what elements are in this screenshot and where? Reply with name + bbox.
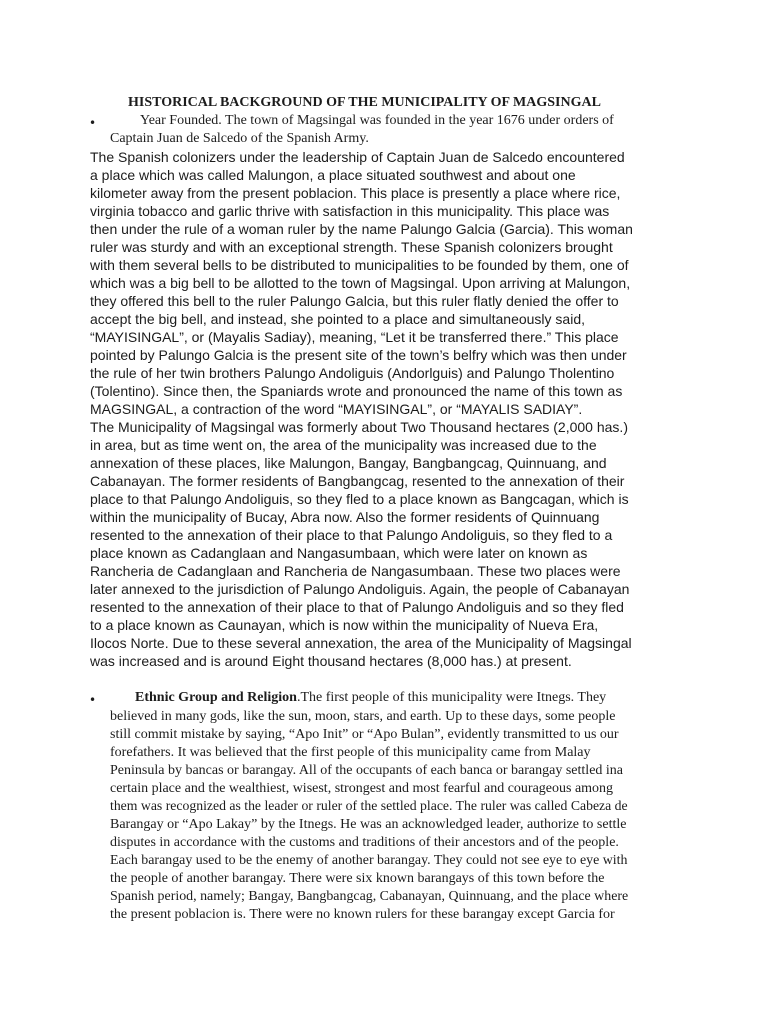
body-line: later annexed to the jurisdiction of Palungo Andoliguis. Again, the people of Cabanayan	[90, 581, 630, 597]
body-line: Rancheria de Cadanglaan and Rancheria de Nangasumbaan. These two places were	[90, 563, 621, 579]
body-line: kilometer away from the present poblacion. This place is presently a place where rice,	[90, 185, 621, 201]
section2-first-line-text: .The first people of this municipality were Itnegs. They	[296, 690, 607, 705]
section2-line: disputes in accordance with the customs and traditions of their ancestors and of the people.	[110, 835, 619, 850]
section1-line: Year Founded. The town of Magsingal was founded in the year 1676 under orders of	[140, 113, 614, 128]
body-line: a place which was called Malungon, a place situated southwest and about one	[90, 167, 576, 183]
body-line: with them several bells to be distributed to municipalities to be founded by them, one of	[90, 257, 629, 273]
body-line: they offered this bell to the ruler Palungo Galcia, but this ruler flatly denied the offer to	[90, 293, 619, 309]
body-line: Cabanayan. The former residents of Bangbangcag, resented to the annexation of their	[90, 473, 625, 489]
body-line: resented to the annexation of their place to that of Palungo Andoliguis and so they fled	[90, 599, 624, 615]
body-line: in area, but as time went on, the area of the municipality was increased due to the	[90, 437, 597, 453]
section2-line: them was recognized as the leader or ruler of the settled place. The ruler was called Cabeza de	[110, 799, 628, 814]
body-line: place to that Palungo Andoliguis, so they fled to a place known as Bangcagan, which is	[90, 491, 629, 507]
body-line: annexation of these places, like Malungon, Bangay, Bangbangcag, Quinnuang, and	[90, 455, 607, 471]
body-line: resented to the annexation of their place to that Palungo Andoliguis, so they fled to a	[90, 527, 613, 543]
section1-line: Captain Juan de Salcedo of the Spanish Army.	[110, 131, 369, 146]
body-line: pointed by Palungo Galcia is the present site of the town’s belfry which was then under	[90, 347, 627, 363]
body-line: the rule of her twin brothers Palungo Andoliguis (Andorlguis) and Palungo Tholentino	[90, 365, 615, 381]
body-line: (Tolentino). Since then, the Spaniards wrote and pronounced the name of this town as	[90, 383, 623, 399]
section2-line: Each barangay used to be the enemy of another barangay. They could not see eye to eye with	[110, 853, 628, 868]
body-line: “MAYISINGAL”, or (Mayalis Sadiay), meaning, “Let it be transferred there.” This place	[90, 329, 619, 345]
body-line: ruler was sturdy and with an exceptional strength. These Spanish colonizers brought	[90, 239, 613, 255]
body-line: accept the big bell, and instead, she pointed to a place and simultaneously said,	[90, 311, 585, 327]
section2-line: the people of another barangay. There were six known barangays of this town before the	[110, 871, 605, 886]
body-line: The Spanish colonizers under the leadership of Captain Juan de Salcedo encountered	[90, 149, 625, 165]
body-line: to a place known as Caunayan, which is now within the municipality of Nueva Era,	[90, 617, 599, 633]
body-line: MAGSINGAL, a contraction of the word “MAYISINGAL”, or “MAYALIS SADIAY”.	[90, 401, 583, 417]
page-title: HISTORICAL BACKGROUND OF THE MUNICIPALITY OF MAGSINGAL	[128, 95, 601, 110]
section2-line: Peninsula by bancas or barangay. All of the occupants of each banca or barangay settled ina	[110, 763, 624, 778]
bullet-1: •	[89, 116, 97, 130]
body-line: virginia tobacco and garlic thrive with satisfaction in this municipality. This place was	[90, 203, 610, 219]
body-line: Ilocos Norte. Due to these several annexation, the area of the Municipality of Magsingal	[90, 635, 632, 651]
section2-line: Barangay or “Apo Lakay” by the Itnegs. He was an acknowledged leader, authorize to settle	[110, 817, 627, 832]
body-line: which was a big bell to be allotted to the town of Magsingal. Upon arriving at Malungon,	[90, 275, 631, 291]
section2-first-line	[135, 691, 606, 705]
body-line: place known as Cadanglaan and Nangasumbaan, which were later on known as	[90, 545, 588, 561]
section2-line: forefathers. It was believed that the first people of this municipality came from Malay	[110, 745, 591, 760]
body-line: within the municipality of Bucay, Abra now. Also the former residents of Quinnuang	[90, 509, 600, 525]
body-line: then under the rule of a woman ruler by the name Palungo Galcia (Garcia). This woman	[90, 221, 633, 237]
body-line: The Municipality of Magsingal was formerly about Two Thousand hectares (2,000 has.)	[90, 419, 628, 435]
bullet-2: •	[89, 693, 97, 707]
section2-line: still commit mistake by saying, “Apo Init” or “Apo Bulan”, evidently transmitted to us our	[110, 727, 619, 742]
section2-line: the present poblacion is. There were no known rulers for these barangay except Garcia for	[110, 907, 615, 922]
section2-line: believed in many gods, like the sun, moon, stars, and earth. Up to these days, some people	[110, 709, 616, 724]
body-line: was increased and is around Eight thousand hectares (8,000 has.) at present.	[90, 653, 572, 669]
section2-line: certain place and the wealthiest, wisest, strongest and most fearful and courageous among	[110, 781, 614, 796]
section2-heading: Ethnic Group and Religion	[135, 690, 297, 705]
section2-line: Spanish period, namely; Bangay, Bangbangcag, Cabanayan, Quinnuang, and the place where	[110, 889, 629, 904]
